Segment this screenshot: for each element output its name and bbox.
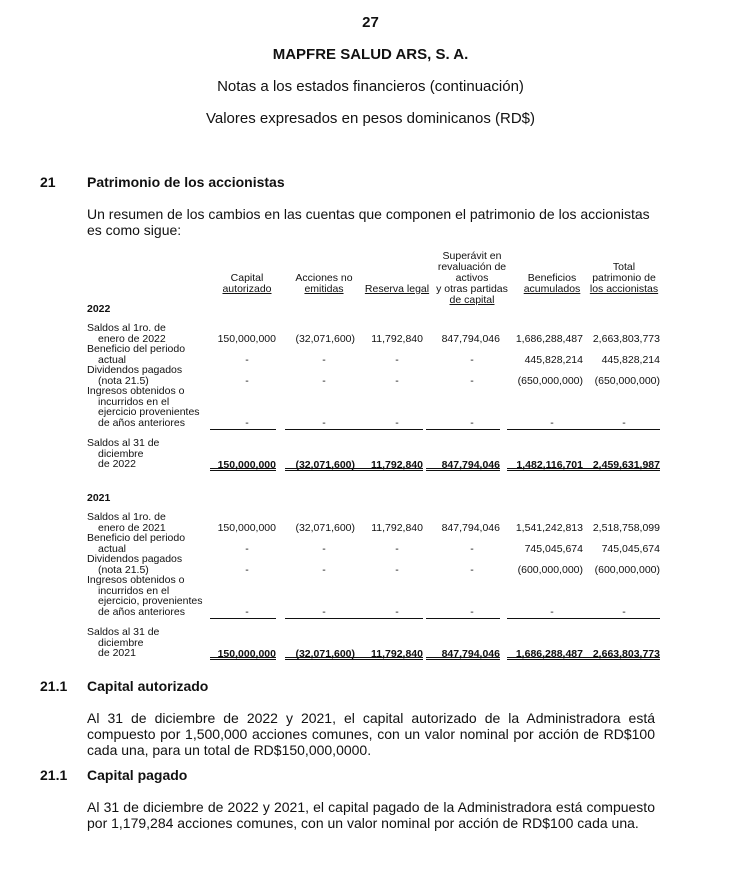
section-21-number: 21: [40, 174, 56, 190]
prior-income-c2: -: [322, 606, 326, 618]
row-label-dividends: [87, 365, 182, 386]
row-label-line: Saldos al 31 de: [87, 626, 160, 638]
row-label-line: Ingresos obtenidos o: [87, 574, 185, 586]
total-double-rule-c4: [426, 657, 500, 660]
column-header-line: patrimonio de: [592, 272, 656, 284]
closing-balance-c2: (32,071,600): [295, 648, 355, 660]
prior-income-c3: -: [395, 606, 399, 618]
subtotal-rule-c6: [582, 618, 660, 619]
subtotal-rule-c2: [285, 429, 355, 430]
row-label-line: Saldos al 1ro. de: [87, 511, 166, 523]
dividends-paid-c6: (600,000,000): [594, 564, 660, 576]
opening-balance-c1: 150,000,000: [217, 333, 276, 345]
dividends-paid-c5: (600,000,000): [517, 564, 583, 576]
section-21-1b-number: 21.1: [40, 767, 68, 783]
section-21-1b-title: Capital pagado: [87, 767, 188, 783]
subtotal-rule-c1: [210, 618, 276, 619]
prior-income-c5: -: [550, 606, 554, 618]
subtotal-rule-c2: [285, 618, 355, 619]
opening-balance-c1: 150,000,000: [217, 522, 276, 534]
column-header-line: revaluación de activos: [437, 261, 507, 284]
closing-balance-c5: 1,686,288,487: [515, 648, 583, 660]
closing-balance-c6: 2,663,803,773: [592, 648, 660, 660]
row-label-line: enero de 2021: [98, 521, 166, 534]
total-double-rule-c6: [582, 657, 660, 660]
total-double-rule-c1: [210, 657, 276, 660]
row-label-line: (nota 21.5): [98, 374, 149, 387]
total-double-rule-c5: [507, 657, 583, 660]
row-label-benefit: [87, 533, 185, 554]
column-header-line: Beneficios: [527, 272, 577, 284]
total-double-rule-c5: [507, 468, 583, 471]
section-21-title: Patrimonio de los accionistas: [87, 174, 285, 190]
period-benefit-c6: 445,828,214: [601, 354, 660, 366]
dividends-paid-c4: -: [470, 375, 474, 387]
period-benefit-c1: -: [245, 354, 249, 366]
total-double-rule-c3: [355, 468, 423, 471]
total-double-rule-c3: [355, 657, 423, 660]
subtotal-rule-c1: [210, 429, 276, 430]
closing-balance-c1: 150,000,000: [217, 459, 276, 471]
dividends-paid-c2: -: [322, 564, 326, 576]
row-label-line: Dividendos pagados: [87, 553, 183, 565]
opening-balance-c2: (32,071,600): [295, 522, 355, 534]
column-header-line: y otras partidas: [436, 283, 508, 295]
row-label-line: de 2022: [98, 458, 136, 470]
row-label-line: ejercicio provenientes: [98, 406, 200, 418]
section-21-1-number: 21.1: [40, 678, 68, 694]
closing-balance-c4: 847,794,046: [441, 648, 500, 660]
period-benefit-c4: -: [470, 354, 474, 366]
row-label-line: Beneficio del periodo: [87, 343, 186, 355]
subtotal-rule-c4: [426, 429, 500, 430]
period-benefit-c5: 445,828,214: [524, 354, 583, 366]
opening-balance-c4: 847,794,046: [441, 333, 500, 345]
row-label-line: Ingresos obtenidos o: [87, 385, 185, 397]
currency-subtitle: Valores expresados en pesos dominicanos (RD$): [205, 110, 536, 127]
page-number: 27: [362, 14, 379, 31]
total-double-rule-c1: [210, 468, 276, 471]
closing-balance-c5: 1,482,116,701: [516, 459, 583, 471]
dividends-paid-c6: (650,000,000): [594, 375, 660, 387]
opening-balance-c5: 1,686,288,487: [515, 333, 583, 345]
period-benefit-c2: -: [322, 354, 326, 366]
total-double-rule-c2: [285, 657, 355, 660]
closing-balance-c3: 11,792,840: [371, 648, 423, 660]
row-label-line: ejercicio, provenientes: [98, 595, 203, 607]
dividends-paid-c1: -: [245, 564, 249, 576]
period-benefit-c3: -: [395, 354, 399, 366]
prior-income-c6: -: [622, 606, 626, 618]
prior-income-c5: -: [550, 417, 554, 429]
row-label-opening: [87, 323, 166, 344]
year-heading-2022: 2022: [87, 303, 111, 315]
row-label-prior-income: [87, 386, 200, 428]
dividends-paid-c3: -: [395, 564, 399, 576]
section-21-1-title: Capital autorizado: [87, 678, 209, 694]
subtotal-rule-c6: [582, 429, 660, 430]
subtotal-rule-c3: [355, 618, 423, 619]
row-label-line: diciembre: [98, 447, 144, 460]
opening-balance-c6: 2,518,758,099: [592, 522, 660, 534]
period-benefit-c3: -: [395, 543, 399, 555]
row-label-line: enero de 2022: [98, 332, 166, 345]
opening-balance-c4: 847,794,046: [441, 522, 500, 534]
row-label-line: diciembre: [98, 636, 144, 649]
row-label-line: de 2021: [98, 647, 136, 659]
section-21-intro: Un resumen de los cambios en las cuentas que componen el patrimonio de los accionistas es como sigue:: [87, 206, 650, 238]
row-label-line: Dividendos pagados: [87, 364, 183, 376]
row-label-benefit: [87, 344, 185, 365]
opening-balance-c5: 1,541,242,813: [515, 522, 583, 534]
row-label-line: Saldos al 1ro. de: [87, 322, 166, 334]
row-label-dividends: [87, 554, 182, 575]
column-header-line: Acciones no: [295, 272, 353, 284]
subtotal-rule-c3: [355, 429, 423, 430]
dividends-paid-c3: -: [395, 375, 399, 387]
row-label-line: actual: [98, 542, 127, 555]
closing-balance-c2: (32,071,600): [295, 459, 355, 471]
section-21-1b-text: Al 31 de diciembre de 2022 y 2021, el capital pagado de la Administradora está compuesto por 1,179,284 acciones comunes, con un valor nominal por acción de RD$100 cada una.: [87, 799, 655, 831]
prior-income-c6: -: [622, 417, 626, 429]
row-label-line: actual: [98, 353, 127, 366]
prior-income-c1: -: [245, 606, 249, 618]
total-double-rule-c2: [285, 468, 355, 471]
total-double-rule-c4: [426, 468, 500, 471]
closing-balance-c4: 847,794,046: [441, 459, 500, 471]
subtotal-rule-c4: [426, 618, 500, 619]
column-header-c6: [576, 262, 672, 295]
subtotal-rule-c5: [507, 618, 583, 619]
document-subtitle: Notas a los estados financieros (continuación): [217, 78, 524, 95]
row-label-prior-income: [87, 575, 202, 617]
row-label-line: de años anteriores: [98, 605, 185, 618]
opening-balance-c3: 11,792,840: [371, 522, 423, 534]
total-double-rule-c6: [582, 468, 660, 471]
row-label-line: (nota 21.5): [98, 563, 149, 576]
prior-income-c2: -: [322, 417, 326, 429]
subtotal-rule-c5: [507, 429, 583, 430]
row-label-line: incurridos en el: [98, 584, 170, 597]
row-label-line: de años anteriores: [98, 416, 185, 429]
column-header-line: de capital: [449, 294, 495, 306]
period-benefit-c4: -: [470, 543, 474, 555]
row-label-opening: [87, 512, 166, 533]
column-header-line: Superávit en: [442, 250, 502, 262]
row-label-line: incurridos en el: [98, 395, 170, 408]
company-name: MAPFRE SALUD ARS, S. A.: [272, 46, 469, 63]
prior-income-c1: -: [245, 417, 249, 429]
closing-balance-c3: 11,792,840: [371, 459, 423, 471]
row-label-line: Saldos al 31 de: [87, 437, 160, 449]
dividends-paid-c1: -: [245, 375, 249, 387]
period-benefit-c5: 745,045,674: [524, 543, 583, 555]
row-label-line: Beneficio del periodo: [87, 532, 186, 544]
year-heading-2021: 2021: [87, 492, 111, 504]
section-21-1-text: Al 31 de diciembre de 2022 y 2021, el capital autorizado de la Administradora está compuesto por 1,500,000 acciones comunes, con un valor nominal por acción de RD$100 cada una, para un total de RD$150,000,0000.: [87, 710, 655, 758]
column-header-line: los accionistas: [589, 283, 659, 295]
closing-balance-c1: 150,000,000: [217, 648, 276, 660]
opening-balance-c3: 11,792,840: [371, 333, 423, 345]
column-header-line: Total: [612, 261, 636, 273]
prior-income-c3: -: [395, 417, 399, 429]
column-header-line: emitidas: [304, 283, 344, 295]
period-benefit-c6: 745,045,674: [601, 543, 660, 555]
column-header-line: Capital: [230, 272, 264, 284]
column-header-line: acumulados: [523, 283, 581, 295]
prior-income-c4: -: [470, 606, 474, 618]
column-header-line: Reserva legal: [364, 283, 430, 295]
period-benefit-c1: -: [245, 543, 249, 555]
row-label-closing: [87, 438, 159, 470]
column-header-line: autorizado: [222, 283, 272, 295]
opening-balance-c2: (32,071,600): [295, 333, 355, 345]
row-label-closing: [87, 627, 159, 659]
dividends-paid-c5: (650,000,000): [517, 375, 583, 387]
dividends-paid-c4: -: [470, 564, 474, 576]
period-benefit-c2: -: [322, 543, 326, 555]
opening-balance-c6: 2,663,803,773: [592, 333, 660, 345]
dividends-paid-c2: -: [322, 375, 326, 387]
prior-income-c4: -: [470, 417, 474, 429]
closing-balance-c6: 2,459,631,987: [592, 459, 660, 471]
